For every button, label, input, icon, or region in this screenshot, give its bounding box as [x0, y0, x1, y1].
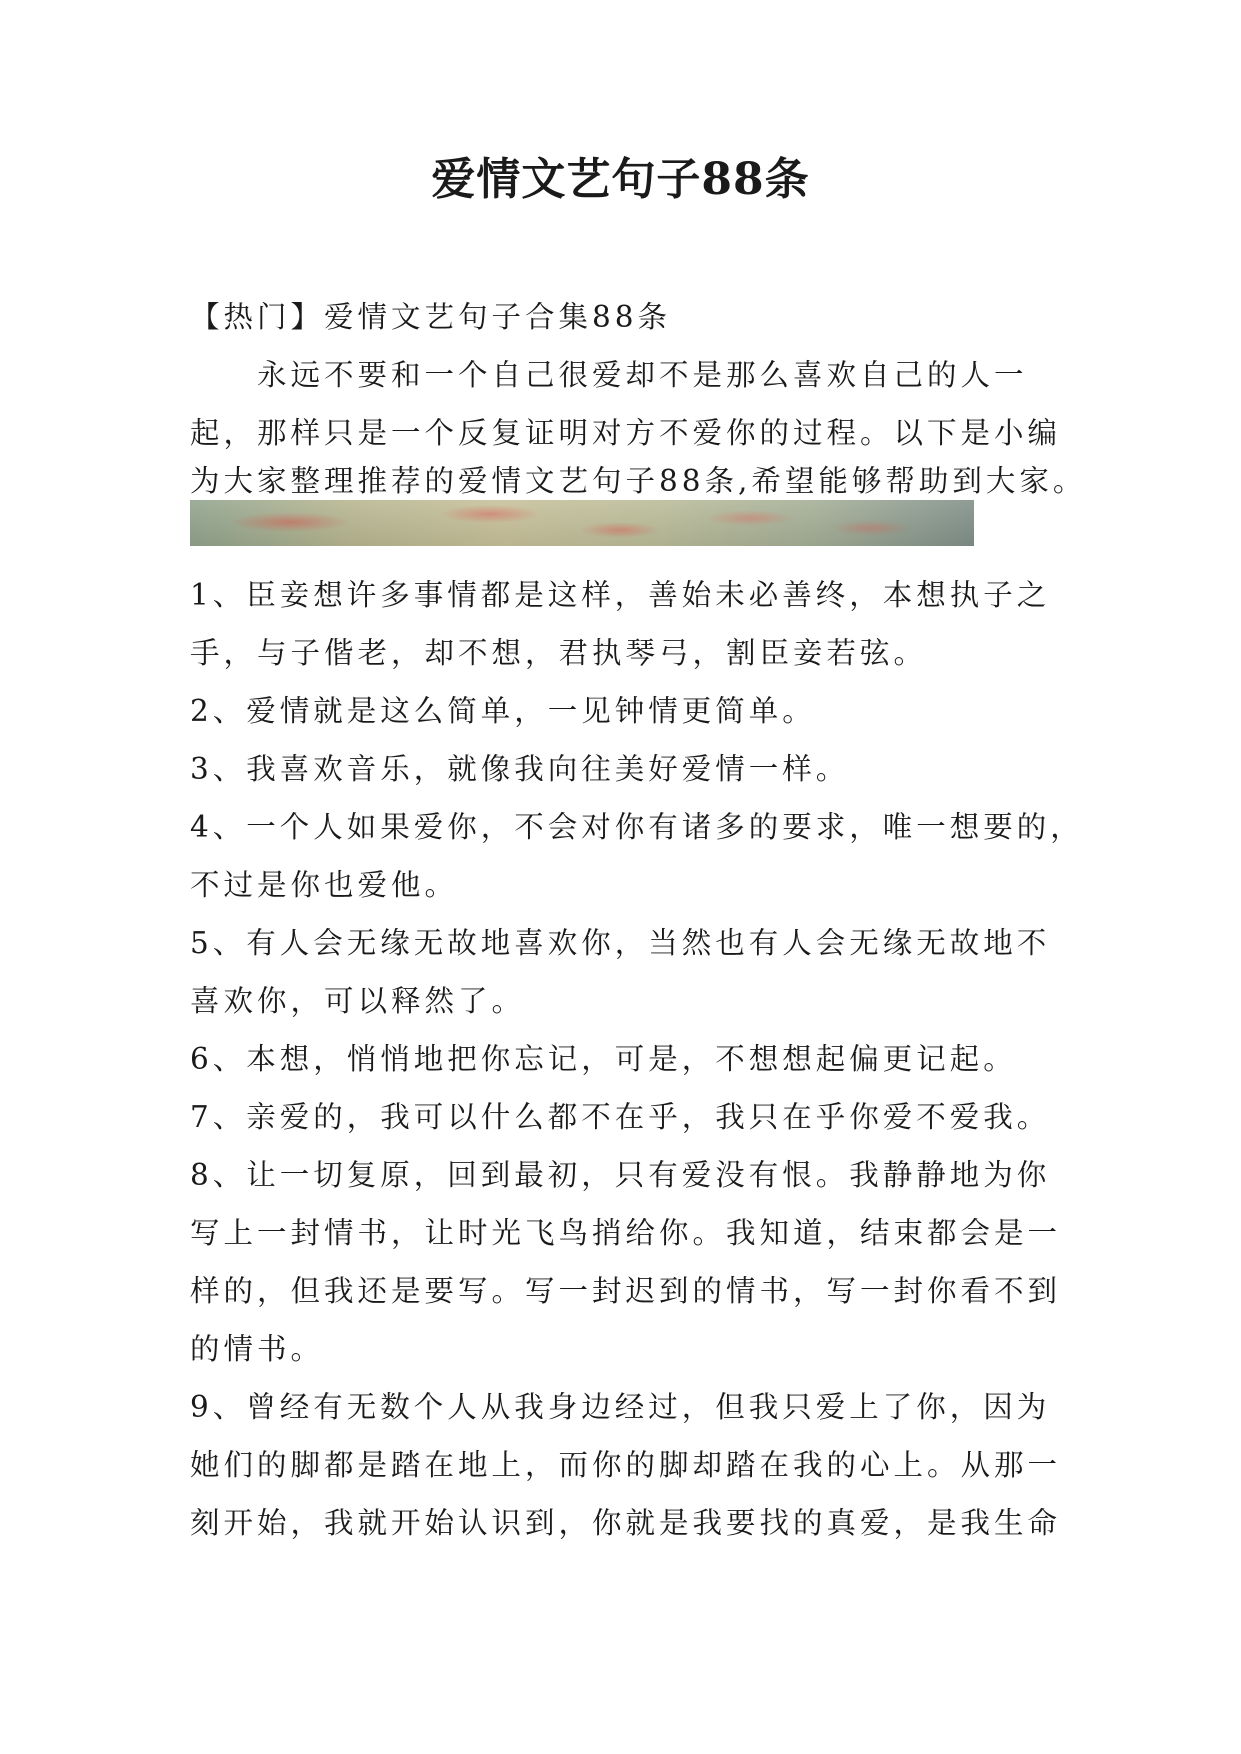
body-line: 喜欢你，可以释然了。: [190, 984, 526, 1018]
body-line: 1、臣妾想许多事情都是这样，善始未必善终，本想执子之: [190, 578, 1051, 612]
body-line: 6、本想，悄悄地把你忘记，可是，不想想起偏更记起。: [190, 1042, 1017, 1076]
body-line: 的情书。: [190, 1332, 325, 1366]
body-line: 写上一封情书，让时光飞鸟捎给你。我知道，结束都会是一: [190, 1216, 1062, 1250]
body-line: 手，与子偕老，却不想，君执琴弓，割臣妾若弦。: [190, 636, 928, 670]
body-line: 刻开始，我就开始认识到，你就是我要找的真爱，是我生命: [190, 1506, 1062, 1540]
decorative-banner-image: [190, 500, 974, 546]
body-line: 8、让一切复原，回到最初，只有爱没有恨。我静静地为你: [190, 1158, 1051, 1192]
body-line: 4、一个人如果爱你，不会对你有诸多的要求，唯一想要的，: [190, 810, 1084, 844]
body-line: 7、亲爱的，我可以什么都不在乎，我只在乎你爱不爱我。: [190, 1100, 1051, 1134]
document-title: 爱情文艺句子88条: [431, 154, 810, 205]
body-line: 3、我喜欢音乐，就像我向往美好爱情一样。: [190, 752, 850, 786]
body-line: 不过是你也爱他。: [190, 868, 459, 902]
intro-line: 起，那样只是一个反复证明对方不爱你的过程。以下是小编: [190, 416, 1062, 450]
body-line: 2、爱情就是这么简单，一见钟情更简单。: [190, 694, 816, 728]
body-line: 5、有人会无缘无故地喜欢你，当然也有人会无缘无故地不: [190, 926, 1051, 960]
intro-line: 【热门】爱情文艺句子合集88条: [190, 300, 672, 334]
intro-line: 为大家整理推荐的爱情文艺句子88条,希望能够帮助到大家。: [190, 464, 1087, 498]
body-line: 样的，但我还是要写。写一封迟到的情书，写一封你看不到: [190, 1274, 1062, 1308]
document-body: [190, 288, 1087, 1552]
intro-line: 永远不要和一个自己很爱却不是那么喜欢自己的人一: [190, 358, 1028, 392]
body-line: 9、曾经有无数个人从我身边经过，但我只爱上了你，因为: [190, 1390, 1051, 1424]
body-line: 她们的脚都是踏在地上，而你的脚却踏在我的心上。从那一: [190, 1448, 1062, 1482]
